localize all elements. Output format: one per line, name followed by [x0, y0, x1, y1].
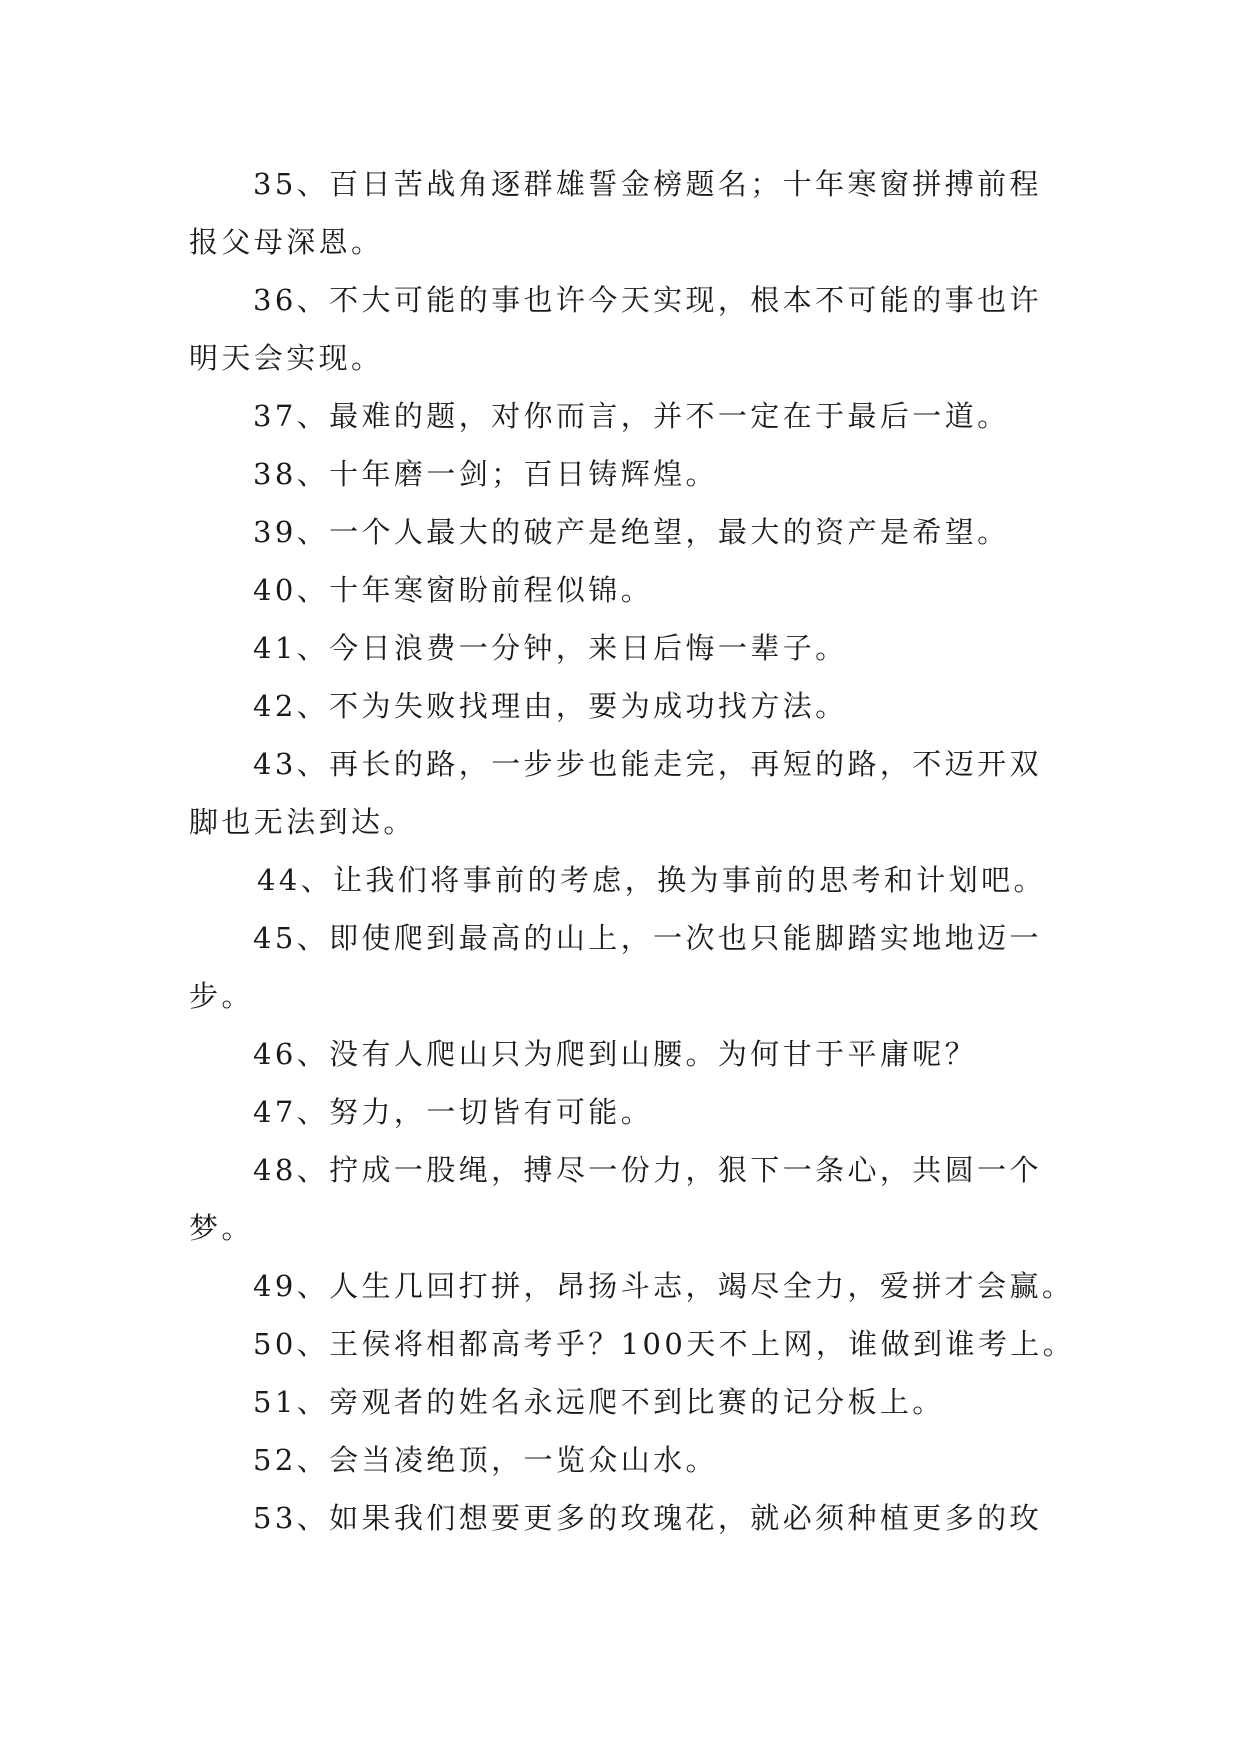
paragraph-38: 38、十年磨一剑；百日铸辉煌。	[253, 457, 718, 491]
paragraph-35-line-2: 报父母深恩。	[189, 225, 384, 259]
paragraph-37: 37、最难的题，对你而言，并不一定在于最后一道。	[253, 399, 1010, 433]
paragraph-43-line-1: 43、再长的路，一步步也能走完，再短的路，不迈开双	[253, 747, 1042, 781]
paragraph-36-line-2: 明天会实现。	[189, 341, 384, 375]
paragraph-39: 39、一个人最大的破产是绝望，最大的资产是希望。	[253, 515, 1010, 549]
paragraph-48-line-2: 梦。	[189, 1211, 254, 1245]
paragraph-52: 52、会当凌绝顶，一览众山水。	[253, 1443, 718, 1477]
paragraph-46: 46、没有人爬山只为爬到山腰。为何甘于平庸呢？	[253, 1037, 978, 1071]
paragraph-41: 41、今日浪费一分钟，来日后悔一辈子。	[253, 631, 848, 665]
paragraph-36-line-1: 36、不大可能的事也许今天实现，根本不可能的事也许	[253, 283, 1042, 317]
paragraph-45-line-1: 45、即使爬到最高的山上，一次也只能脚踏实地地迈一	[253, 921, 1042, 955]
paragraph-40: 40、十年寒窗盼前程似锦。	[253, 573, 654, 607]
paragraph-53-line-1: 53、如果我们想要更多的玫瑰花，就必须种植更多的玫	[253, 1501, 1042, 1535]
paragraph-35-line-1: 35、百日苦战角逐群雄誓金榜题名；十年寒窗拼搏前程	[253, 167, 1042, 201]
paragraph-50: 50、王侯将相都高考乎？100天不上网，谁做到谁考上。	[253, 1327, 1076, 1361]
paragraph-48-line-1: 48、拧成一股绳，搏尽一份力，狠下一条心，共圆一个	[253, 1153, 1042, 1187]
paragraph-47: 47、努力，一切皆有可能。	[253, 1095, 654, 1129]
paragraph-42: 42、不为失败找理由，要为成功找方法。	[253, 689, 848, 723]
paragraph-43-line-2: 脚也无法到达。	[189, 805, 416, 839]
paragraph-44: 44、让我们将事前的考虑，换为事前的思考和计划吧。	[257, 863, 1046, 897]
paragraph-51: 51、旁观者的姓名永远爬不到比赛的记分板上。	[253, 1385, 945, 1419]
paragraph-49: 49、人生几回打拼，昂扬斗志，竭尽全力，爱拼才会赢。	[253, 1269, 1075, 1303]
paragraph-45-line-2: 步。	[189, 979, 254, 1013]
